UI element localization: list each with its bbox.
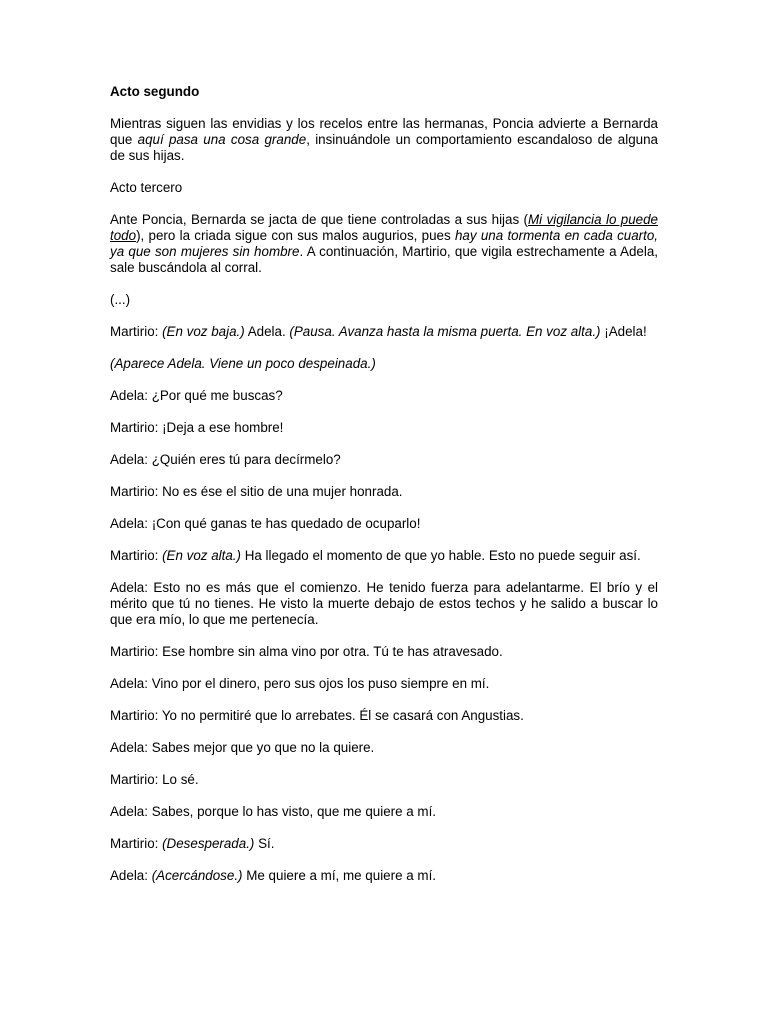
dialogue-line: Adela: Vino por el dinero, pero sus ojos los puso siempre en mí. [110, 676, 490, 691]
dialogue-line: Martirio: Lo sé. [110, 772, 199, 787]
stage-direction: (En voz alta.) [162, 548, 241, 563]
quote-italic: aquí pasa una cosa grande [137, 132, 307, 147]
ellipsis: (...) [110, 292, 131, 307]
dialogue-line: Adela: ¿Quién eres tú para decírmelo? [110, 452, 341, 467]
dialogue-line: Adela: (Acercándose.) Me quiere a mí, me quiere a mí. [110, 868, 437, 883]
dialogue-line: Adela: Sabes mejor que yo que no la quiere. [110, 740, 375, 755]
quote-underlined: Mi vigilancia lo puede todo [110, 212, 659, 243]
dialogue-line: Martirio: (En voz baja.) Adela. (Pausa. Avanza hasta la misma puerta. En voz alta.) ¡Adela! [110, 324, 647, 339]
paragraph-summary-act2: Mientras siguen las envidias y los recelos entre las hermanas, Poncia advierte a Bernarda que aquí pasa una cosa grande, insinuándole un comportamiento escandaloso de alguna de sus hijas. [110, 116, 658, 163]
dialogue-line: Adela: Esto no es más que el comienzo. He tenido fuerza para adelantarme. El brío y el mérito que tú no tienes. He visto la muerte debajo de estos techos y he salido a buscar lo que era mío, lo que me pertenecía. [110, 580, 658, 627]
dialogue-line: Martirio: Yo no permitiré que lo arrebates. Él se casará con Angustias. [110, 708, 524, 723]
stage-direction: (Aparece Adela. Viene un poco despeinada.) [110, 356, 376, 371]
dialogue-line: Martirio: (En voz alta.) Ha llegado el momento de que yo hable. Esto no puede seguir así. [110, 548, 641, 563]
stage-direction: (Acercándose.) [151, 868, 243, 883]
document-page [110, 84, 658, 900]
dialogue-line: Adela: Sabes, porque lo has visto, que me quiere a mí. [110, 804, 437, 819]
dialogue-line: Martirio: No es ése el sitio de una mujer honrada. [110, 484, 403, 499]
dialogue-line: Adela: ¡Con qué ganas te has quedado de ocuparlo! [110, 516, 421, 531]
dialogue-line: Martirio: (Desesperada.) Sí. [110, 836, 275, 851]
section-subtitle: Acto tercero [110, 180, 183, 195]
stage-direction: (En voz baja.) [162, 324, 245, 339]
stage-direction: (Pausa. Avanza hasta la misma puerta. En voz alta.) [289, 324, 601, 339]
dialogue-line: Martirio: Ese hombre sin alma vino por otra. Tú te has atravesado. [110, 644, 503, 659]
quote-italic: hay una tormenta en cada cuarto, ya que son mujeres sin hombre [110, 228, 659, 259]
section-title: Acto segundo [110, 84, 200, 99]
dialogue-line: Martirio: ¡Deja a ese hombre! [110, 420, 284, 435]
stage-direction: (Desesperada.) [162, 836, 255, 851]
dialogue-line: Adela: ¿Por qué me buscas? [110, 388, 283, 403]
paragraph-summary-act3: Ante Poncia, Bernarda se jacta de que tiene controladas a sus hijas (Mi vigilancia lo puede todo), pero la criada sigue con sus malos augurios, pues hay una tormenta en cada cuarto, ya que son mujeres sin hombre. A continuación, Martirio, que vigila estrechamente a Adela, sale buscándola al corral. [110, 212, 659, 275]
